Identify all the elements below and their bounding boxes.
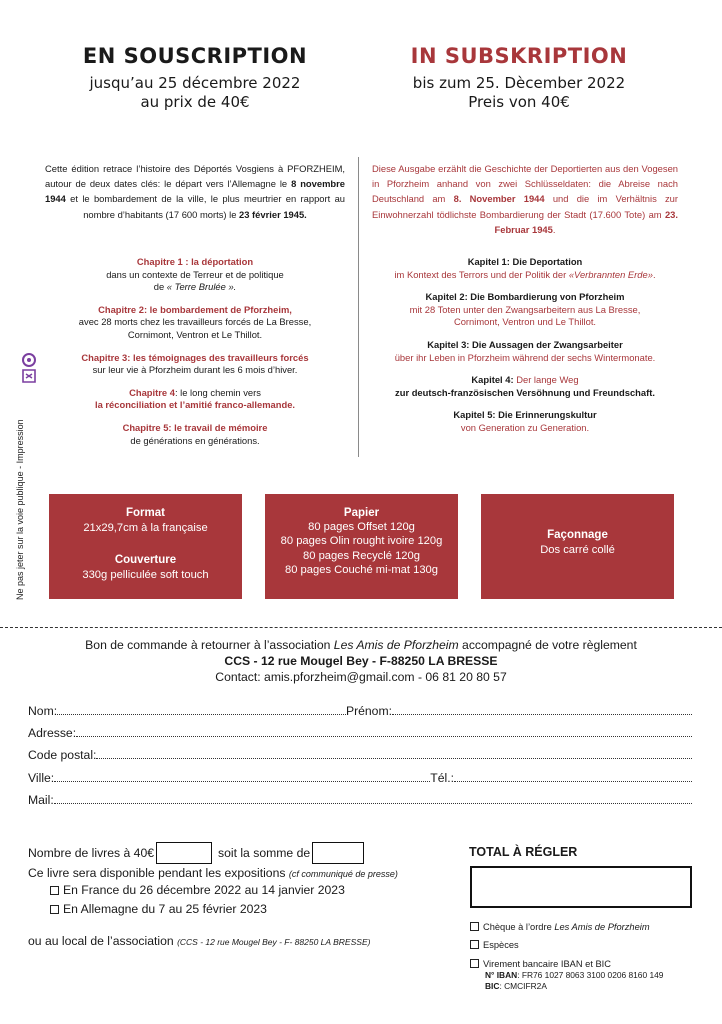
de-date-departure: 8. November 1944 [453,193,545,205]
fr-chapter-5-line: de générations en générations. [130,434,260,446]
fr-deadline: jusqu’au 25 décembre 2022 [89,74,301,92]
de-price: Preis von 40€ [468,93,570,111]
de-chapter-2-line: mit 28 Toten unter den Zwangsarbeitern aus La Bresse, [409,303,641,315]
fr-chapter-1-title: Chapitre 1 : la déportation [136,256,254,267]
de-header [366,44,672,112]
format-value: 21x29,7cm à la française [83,521,208,534]
postal-row [28,744,692,762]
mail-field[interactable] [54,803,692,804]
ville-label: Ville: [28,771,55,785]
de-chapter-3 [372,339,678,364]
city-row [28,767,692,785]
binding-box [481,494,674,599]
fr-chapter-3-line: sur leur vie à Pforzheim durant les 6 mois d’hiver. [92,364,298,376]
association-name: Les Amis de Pforzheim [333,638,459,652]
quantity-label: Nombre de livres à 40€ [28,846,154,860]
transfer-checkbox[interactable] [470,959,479,968]
fr-chapter-4-line: : le long chemin vers [174,386,261,398]
de-intro-end: . [552,223,556,235]
code-postal-label: Code postal: [28,748,97,762]
format-box [49,494,242,599]
code-postal-field[interactable] [96,758,692,759]
fr-intro-text: Cette édition retrace l’histoire des Déportés Vosgiens à PFORZHEIM, autour de deux dates clés: le départ vers l’Allemagne le [45,163,345,190]
de-chapter-4-line2: zur deutsch-französischen Versöhnung und Freundschaft. [395,386,655,398]
mail-label: Mail: [28,793,54,807]
fr-chapter-4-line2: la réconciliation et l’amitié franco-allemande. [94,399,296,411]
de-intro [372,161,678,237]
prenom-field[interactable] [392,714,692,715]
option-france[interactable] [50,883,345,897]
paper-option: 80 pages Olin rought ivoire 120g [280,535,443,548]
iban-value: : FR76 1027 8063 3100 0206 8160 149 [517,970,664,980]
order-intro-text-2: accompagné de votre règlement [458,638,637,652]
sum-input[interactable] [312,842,364,864]
nom-field[interactable] [57,714,346,715]
binding-title: Façonnage [547,529,608,541]
cash-label: Espèces [483,940,519,950]
fr-chapter-2-title: Chapitre 2: le bombardement de Pforzheim, [98,303,292,315]
paper-option: 80 pages Couché mi-mat 130g [285,563,438,576]
de-chapter-1-end: . [652,268,656,280]
cover-title: Couverture [114,554,177,566]
side-disclaimer: Ne pas jeter sur la voie publique - Impression [15,419,25,600]
cheque-label: Chèque à l’ordre [483,922,555,932]
tel-field[interactable] [454,781,692,782]
de-chapter-1 [372,256,678,281]
fr-date-bombing: 23 février 1945. [239,208,307,220]
column-divider [358,157,359,457]
fr-price: au prix de 40€ [140,93,250,111]
fr-chapter-1-quote: « Terre Brulée ». [166,281,237,293]
fr-chapters [45,256,345,457]
order-address [0,653,722,669]
fr-chapter-1-line2: de [153,281,167,293]
total-input[interactable] [470,866,692,908]
france-option-label: En France du 26 décembre 2022 au 14 janvier 2023 [63,883,345,897]
cheque-checkbox[interactable] [470,922,479,931]
fr-chapter-2 [45,304,345,342]
sum-label: soit la somme de [218,846,311,860]
de-intro-text-2: und die im Verhältnis zur Einwohnerzahl tödlichste Bombardierung der Stadt (17.600 Tote) am [372,193,679,220]
payment-transfer[interactable] [470,958,700,970]
adresse-label: Adresse: [28,726,77,740]
transfer-label: Virement bancaire IBAN et BIC [483,959,611,969]
quantity-row [28,840,448,866]
order-contact: Contact: amis.pforzheim@gmail.com - 06 81 20 80 57 [215,670,507,684]
iban-label: N° IBAN [485,970,518,980]
fr-intro-text-2: et le bombardement de la ville, le plus meurtrier en rapport au nombre d’habitants (17 600 morts) le [65,193,345,220]
adresse-field[interactable] [76,736,692,737]
printer-logo [21,352,37,386]
paper-option: 80 pages Offset 120g [308,521,415,534]
cheque-payee: Les Amis de Pforzheim [554,922,650,932]
cash-checkbox[interactable] [470,940,479,949]
nom-label: Nom: [28,704,58,718]
france-checkbox[interactable] [50,886,59,895]
availability [28,866,458,880]
de-chapters [372,256,678,445]
fr-chapter-1-line: dans un contexte de Terreur et de politique [106,268,284,280]
de-chapter-1-title: Kapitel 1: Die Deportation [467,256,583,267]
fr-chapter-5-title: Chapitre 5: le travail de mémoire [122,421,268,433]
cover-value: 330g pelliculée soft touch [82,568,209,581]
fr-chapter-3-title: Chapitre 3: les témoignages des travailleurs forcés [81,351,309,363]
de-chapter-5 [372,409,678,434]
de-chapter-4-title: Kapitel 4: [471,374,514,386]
fr-title: EN SOUSCRIPTION [82,44,308,68]
paper-box [265,494,458,599]
cut-line [0,627,722,628]
fr-chapter-3 [45,352,345,377]
de-chapter-5-line: von Generation zu Generation. [460,421,590,433]
de-chapter-4-line: Der lange Weg [513,374,579,386]
de-chapter-3-title: Kapitel 3: Die Aussagen der Zwangsarbeiter [427,338,623,350]
fr-header [45,44,345,112]
total-title: TOTAL À RÉGLER [469,845,578,859]
de-deadline: bis zum 25. Dècember 2022 [412,74,626,92]
order-intro-text: Bon de commande à retourner à l’association [85,638,334,652]
de-chapter-3-line: über ihr Leben in Pforzheim während der sechs Wintermonate. [394,351,656,363]
quantity-input[interactable] [156,842,212,864]
de-chapter-1-line: im Kontext des Terrors und der Politik der [394,268,569,280]
paper-option: 80 pages Recyclé 120g [303,549,420,562]
local-pickup-address: (CCS - 12 rue Mougel Bey - F- 88250 LA BRESSE) [177,937,371,947]
bic-line [485,981,700,992]
bic-value: : CMCIFR2A [499,980,547,991]
germany-option-label: En Allemagne du 7 au 25 février 2023 [63,902,267,916]
de-date-bombing: 23. Februar 1945 [494,208,678,235]
address-row [28,722,692,740]
fr-chapter-2-line2: Cornimont, Ventron et Le Thillot. [127,328,263,340]
fr-chapter-2-line: avec 28 morts chez les travailleurs forcés de La Bresse, [78,316,312,328]
de-chapter-4 [372,374,678,399]
paper-title: Papier [343,507,380,519]
fr-date-departure: 8 novembre 1944 [45,178,345,205]
de-chapter-2-line2: Cornimont, Ventron und Le Thillot. [453,316,597,328]
tel-label: Tél.: [430,771,454,785]
de-chapter-5-title: Kapitel 5: Die Erinnerungskultur [453,409,597,421]
payment-cheque[interactable] [470,921,700,933]
ville-field[interactable] [54,781,430,782]
payment-options [470,921,700,991]
fr-intro [45,161,345,222]
de-title: IN SUBSKRIPTION [410,44,628,68]
mail-row [28,789,692,807]
fr-chapter-4 [45,387,345,412]
iban-line [485,970,700,981]
order-intro [0,637,722,653]
germany-checkbox[interactable] [50,905,59,914]
prenom-label: Prénom: [345,704,392,718]
fr-chapter-1 [45,256,345,294]
name-row [28,700,692,718]
option-germany[interactable] [50,902,267,916]
fr-chapter-4-title: Chapitre 4 [129,386,175,398]
availability-text: Ce livre sera disponible pendant les expositions [28,866,289,880]
bic-label: BIC [485,980,500,991]
format-title: Format [126,507,165,519]
de-intro-text: Diese Ausgabe erzählt die Geschichte der Deportierten aus den Vogesen in Pforzheim anhand von zwei Schlüsseldaten: die Abreise nach Deutschland am [372,163,678,205]
availability-note: (cf communiqué de presse) [288,869,398,879]
local-pickup-text: ou au local de l’association [28,934,178,948]
de-chapter-1-quote: «Verbrannten Erde» [568,268,653,280]
order-address-text: CCS - 12 rue Mougel Bey - F-88250 LA BRESSE [224,654,498,668]
de-chapter-2 [372,291,678,329]
local-pickup [28,934,370,948]
de-chapter-2-title: Kapitel 2: Die Bombardierung von Pforzheim [425,291,625,303]
fr-chapter-5 [45,422,345,447]
binding-value: Dos carré collé [540,543,615,556]
payment-cash[interactable] [470,939,700,951]
